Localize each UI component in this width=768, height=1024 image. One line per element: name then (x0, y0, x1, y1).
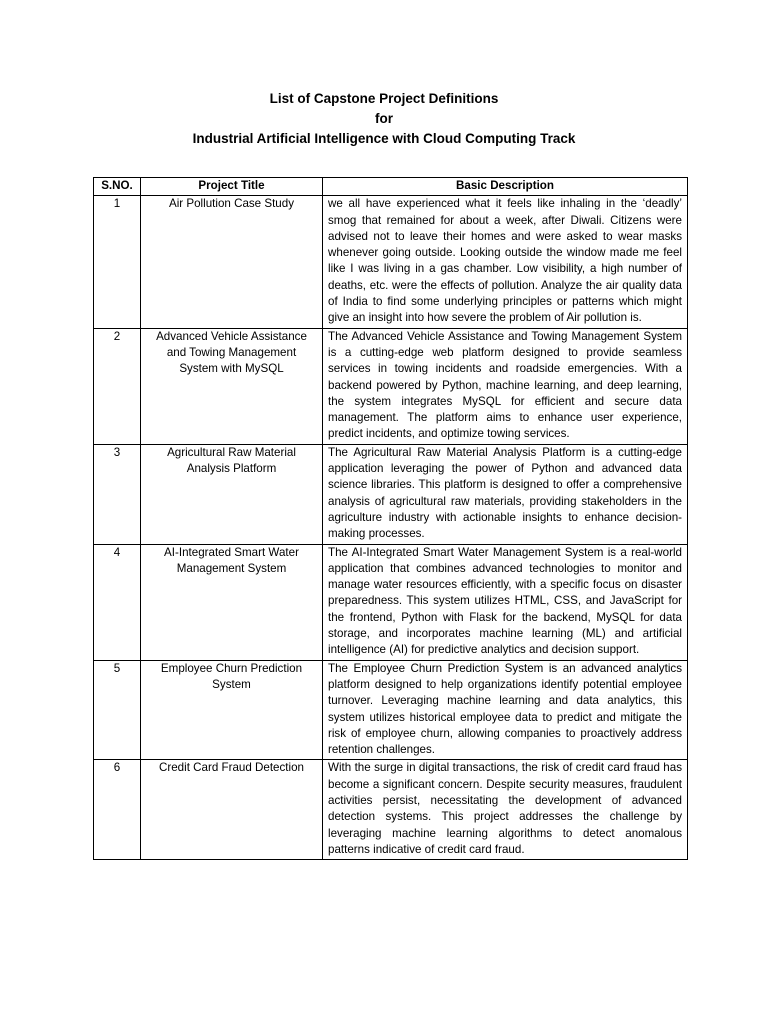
document-title-connector: for (375, 111, 393, 126)
column-header-description: Basic Description (323, 178, 688, 196)
table-header-row (94, 178, 688, 196)
document-title: List of Capstone Project Definitions (269, 91, 499, 106)
project-title: AI-Integrated Smart Water Management System (141, 544, 323, 660)
projects-table (93, 177, 688, 860)
row-number: 1 (94, 196, 141, 328)
table-row (94, 328, 688, 444)
table-row (94, 660, 688, 760)
project-description: we all have experienced what it feels like inhaling in the ‘deadly’ smog that remained for about a week, after Diwali. Citizens were advised not to leave their homes and were asked to wear masks whenever going outside. Looking outside the window made me feel like I was living in a gas chamber. Low visibility, a high number of deaths, etc. were the effects of pollution. Analyze the air quality data of India to find some underlying principles or patterns which might give an insight into how severe the problem of Air pollution is. (323, 196, 688, 328)
column-header-title: Project Title (141, 178, 323, 196)
project-description: The Employee Churn Prediction System is an advanced analytics platform designed to help organizations identify potential employee turnover. Leveraging machine learning and data analytics, this system utilizes historical employee data to predict and mitigate the risk of employee churn, allowing companies to proactively address retention challenges. (323, 660, 688, 760)
document-header (0, 89, 768, 149)
table-row (94, 760, 688, 860)
project-title: Advanced Vehicle Assistance and Towing Management System with MySQL (141, 328, 323, 444)
document-track-title: Industrial Artificial Intelligence with Cloud Computing Track (192, 131, 576, 146)
project-title: Credit Card Fraud Detection (141, 760, 323, 860)
project-description: The AI-Integrated Smart Water Management System is a real-world application that combines advanced technologies to monitor and manage water resources efficiently, with a specific focus on disaster preparedness. This system utilizes HTML, CSS, and JavaScript for the frontend, Python with Flask for the backend, MySQL for data storage, and incorporates machine learning (ML) and artificial intelligence (AI) for predictive analytics and decision support. (323, 544, 688, 660)
table-row (94, 444, 688, 544)
project-title: Employee Churn Prediction System (141, 660, 323, 760)
row-number: 3 (94, 444, 141, 544)
row-number: 5 (94, 660, 141, 760)
table-row (94, 196, 688, 328)
project-title: Air Pollution Case Study (141, 196, 323, 328)
project-description: The Advanced Vehicle Assistance and Towing Management System is a cutting-edge web platform designed to provide seamless services in towing incidents and roadside emergencies. With a backend powered by Python, machine learning, and deep learning, the system integrates MySQL for efficient and secure data management. The platform aims to enhance user experience, predict incidents, and optimize towing services. (323, 328, 688, 444)
column-header-sno: S.NO. (94, 178, 141, 196)
project-description: The Agricultural Raw Material Analysis Platform is a cutting-edge application leveraging the power of Python and advanced data science libraries. This platform is designed to offer a comprehensive analysis of agricultural raw materials, providing stakeholders in the agriculture industry with actionable insights to enhance decision-making processes. (323, 444, 688, 544)
row-number: 2 (94, 328, 141, 444)
table-row (94, 544, 688, 660)
project-description: With the surge in digital transactions, the risk of credit card fraud has become a significant concern. Despite security measures, fraudulent activities persist, necessitating the development of advanced detection systems. This project addresses the challenge by leveraging machine learning algorithms to detect anomalous patterns indicative of credit card fraud. (323, 760, 688, 860)
row-number: 6 (94, 760, 141, 860)
project-title: Agricultural Raw Material Analysis Platform (141, 444, 323, 544)
row-number: 4 (94, 544, 141, 660)
